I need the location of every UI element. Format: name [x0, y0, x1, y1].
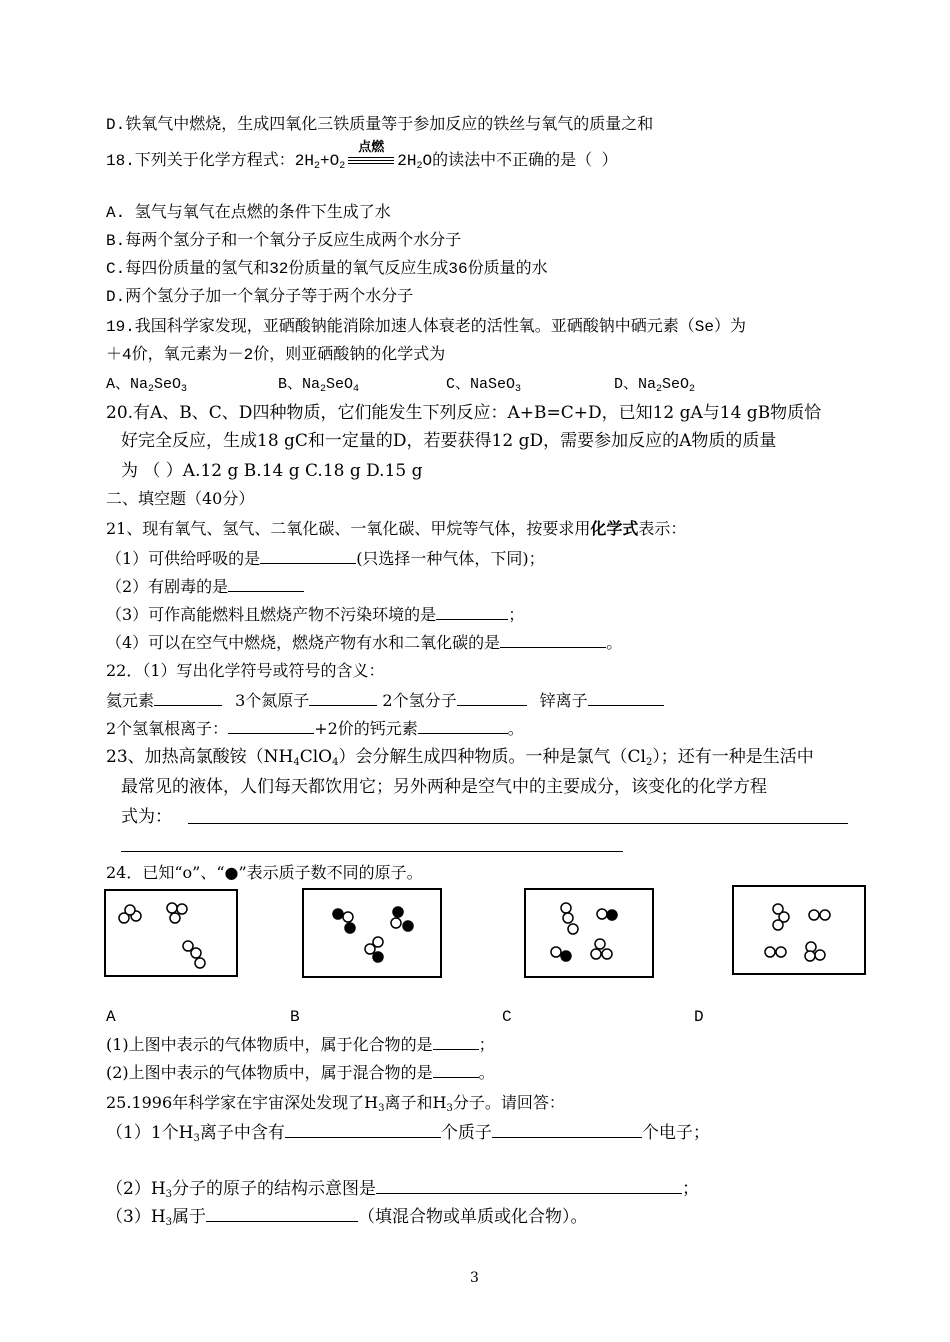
q19-line-1: 19.我国科学家发现，亚硒酸钠能消除加速人体衰老的活性氧。亚硒酸钠中硒元素（Se）为 [106, 318, 747, 336]
blank[interactable] [433, 1035, 479, 1050]
diagram-box-b [302, 888, 442, 978]
blank[interactable] [433, 1063, 479, 1078]
q24-stem: 24．已知“o”、“●”表示质子数不同的原子。 [106, 863, 423, 882]
q21-item-1: （1）可供给呼吸的是 (只选择一种气体，下同)； [106, 549, 545, 568]
q20-line-3: 为 （ ）A.12 g B.14 g C.18 g D.15 g [121, 461, 423, 481]
molecule-diagram-c [526, 890, 652, 976]
q18-sub-2: 2 [339, 161, 346, 172]
reaction-condition: 点燃 [358, 139, 385, 155]
q23-line-3: 式为： [121, 807, 172, 827]
q18-sub-1: 2 [314, 161, 321, 172]
q18-sub-3: 2 [416, 161, 423, 172]
q18-stem-c: 2H [397, 152, 417, 170]
section-heading: 二、填空题（40分） [106, 489, 255, 508]
blank[interactable] [588, 691, 664, 706]
q21-item-3: （3）可作高能燃料且燃烧产物不污染环境的是 ； [106, 605, 525, 624]
q23-line-2: 最常见的液体，人们每天都饮用它；另外两种是空气中的主要成分，该变化的化学方程 [121, 777, 767, 797]
blank[interactable] [418, 719, 508, 734]
molecule-diagram-a [106, 891, 236, 975]
q22-row-2: 2个氢氧根离子： +2价的钙元素 。 [106, 719, 524, 738]
answer-line-1[interactable] [188, 823, 848, 824]
q18-stem-a: 18.下列关于化学方程式：2H [106, 152, 315, 170]
diagram-label-b: B [290, 1008, 300, 1026]
page-number: 3 [470, 1270, 479, 1286]
q21-bold-term: 化学式 [590, 519, 639, 538]
q18-option-c: C.每四份质量的氢气和32份质量的氧气反应生成36份质量的水 [106, 260, 548, 278]
answer-line-2[interactable] [121, 851, 623, 852]
q24-sub-1: (1)上图中表示的气体物质中，属于化合物的是 ； [106, 1035, 495, 1054]
blank[interactable] [260, 549, 356, 564]
q18-option-d: D.两个氢分子加一个氧分子等于两个水分子 [106, 288, 414, 306]
q21-item-4: （4）可以在空气中燃烧，燃烧产物有水和二氧化碳的是 。 [106, 633, 623, 652]
q25-stem: 25.1996年科学家在宇宙深处发现了$H_3$离子和$H_3$分子。请回答： [106, 1093, 565, 1114]
molecule-diagram-b [304, 890, 440, 976]
blank[interactable] [228, 577, 304, 592]
blank[interactable] [376, 1179, 682, 1194]
q20-line-1: 20.有A、B、C、D四种物质，它们能发生下列反应：A+B=C+D，已知12 gA与14 gB物质恰 [106, 403, 822, 423]
blank[interactable] [500, 633, 606, 648]
q22-stem: 22．（1）写出化学符号或符号的含义： [106, 661, 385, 680]
q20-line-2: 好完全反应，生成18 gC和一定量的D，若要获得12 gD，需要参加反应的A物质的质量 [121, 431, 777, 451]
reaction-condition-arrow [348, 139, 394, 171]
molecule-diagram-d [734, 887, 864, 973]
q18-option-b: B.每两个氢分子和一个氧分子反应生成两个水分子 [106, 232, 462, 250]
q18-stem-d: O的读法中不正确的是（ ） [422, 152, 618, 170]
q25-item-1: （1）1个$H_3$离子中含有 个质子 个电子； [106, 1123, 710, 1144]
q18-stem-b: +O [320, 152, 340, 170]
q19-option-c: C、NaSeO$_3$ [446, 376, 522, 395]
q22-row-1: 氦元素 3个氮原子 2个氢分子 锌离子 [106, 690, 664, 712]
q18-stem [106, 139, 618, 172]
blank[interactable] [228, 719, 314, 734]
diagram-label-a: A [106, 1008, 116, 1026]
q19-option-d: D、$Na_2SeO_2$ [614, 376, 696, 395]
q24-sub-2: (2)上图中表示的气体物质中，属于混合物的是 。 [106, 1063, 495, 1082]
blank[interactable] [309, 691, 377, 706]
q25-item-3: $(3)H_3$属于 （填混合物或单质或化合物）。 [106, 1207, 588, 1228]
q21-stem: 21、现有氧气、氢气、二氧化碳、一氧化碳、甲烷等气体，按要求用化学式表示： [106, 519, 687, 538]
blank[interactable] [154, 691, 222, 706]
q18-option-a: A. 氢气与氧气在点燃的条件下生成了水 [106, 204, 391, 222]
q21-item-2: （2）有剧毒的是 [106, 576, 304, 598]
diagram-label-d: D [694, 1008, 704, 1026]
q19-line-2: ＋4价，氧元素为－2价，则亚硒酸钠的化学式为 [106, 346, 446, 364]
blank[interactable] [492, 1123, 642, 1138]
blank[interactable] [436, 605, 508, 620]
q19-option-a: A、$Na_2SeO_3$ [106, 376, 188, 395]
diagram-label-c: C [502, 1008, 512, 1026]
q25-item-2: $(2)H_3$分子的原子的结构示意图是 ； [106, 1179, 700, 1200]
q19-option-b: B、$Na_2SeO_4$ [278, 376, 360, 395]
diagram-box-a [104, 889, 238, 977]
blank[interactable] [285, 1123, 441, 1138]
blank[interactable] [206, 1207, 358, 1222]
diagram-box-d [732, 885, 866, 975]
diagram-box-c [524, 888, 654, 978]
blank[interactable] [457, 691, 527, 706]
q23-line-1: 23、加热高氯酸铵$(NH_4ClO_4)$会分解生成四种物质。一种是氯气$(Cl_2)$；还有一种是生活中 [106, 747, 814, 768]
q17-option-d: D.铁氧气中燃烧，生成四氧化三铁质量等于参加反应的铁丝与氧气的质量之和 [106, 116, 654, 134]
